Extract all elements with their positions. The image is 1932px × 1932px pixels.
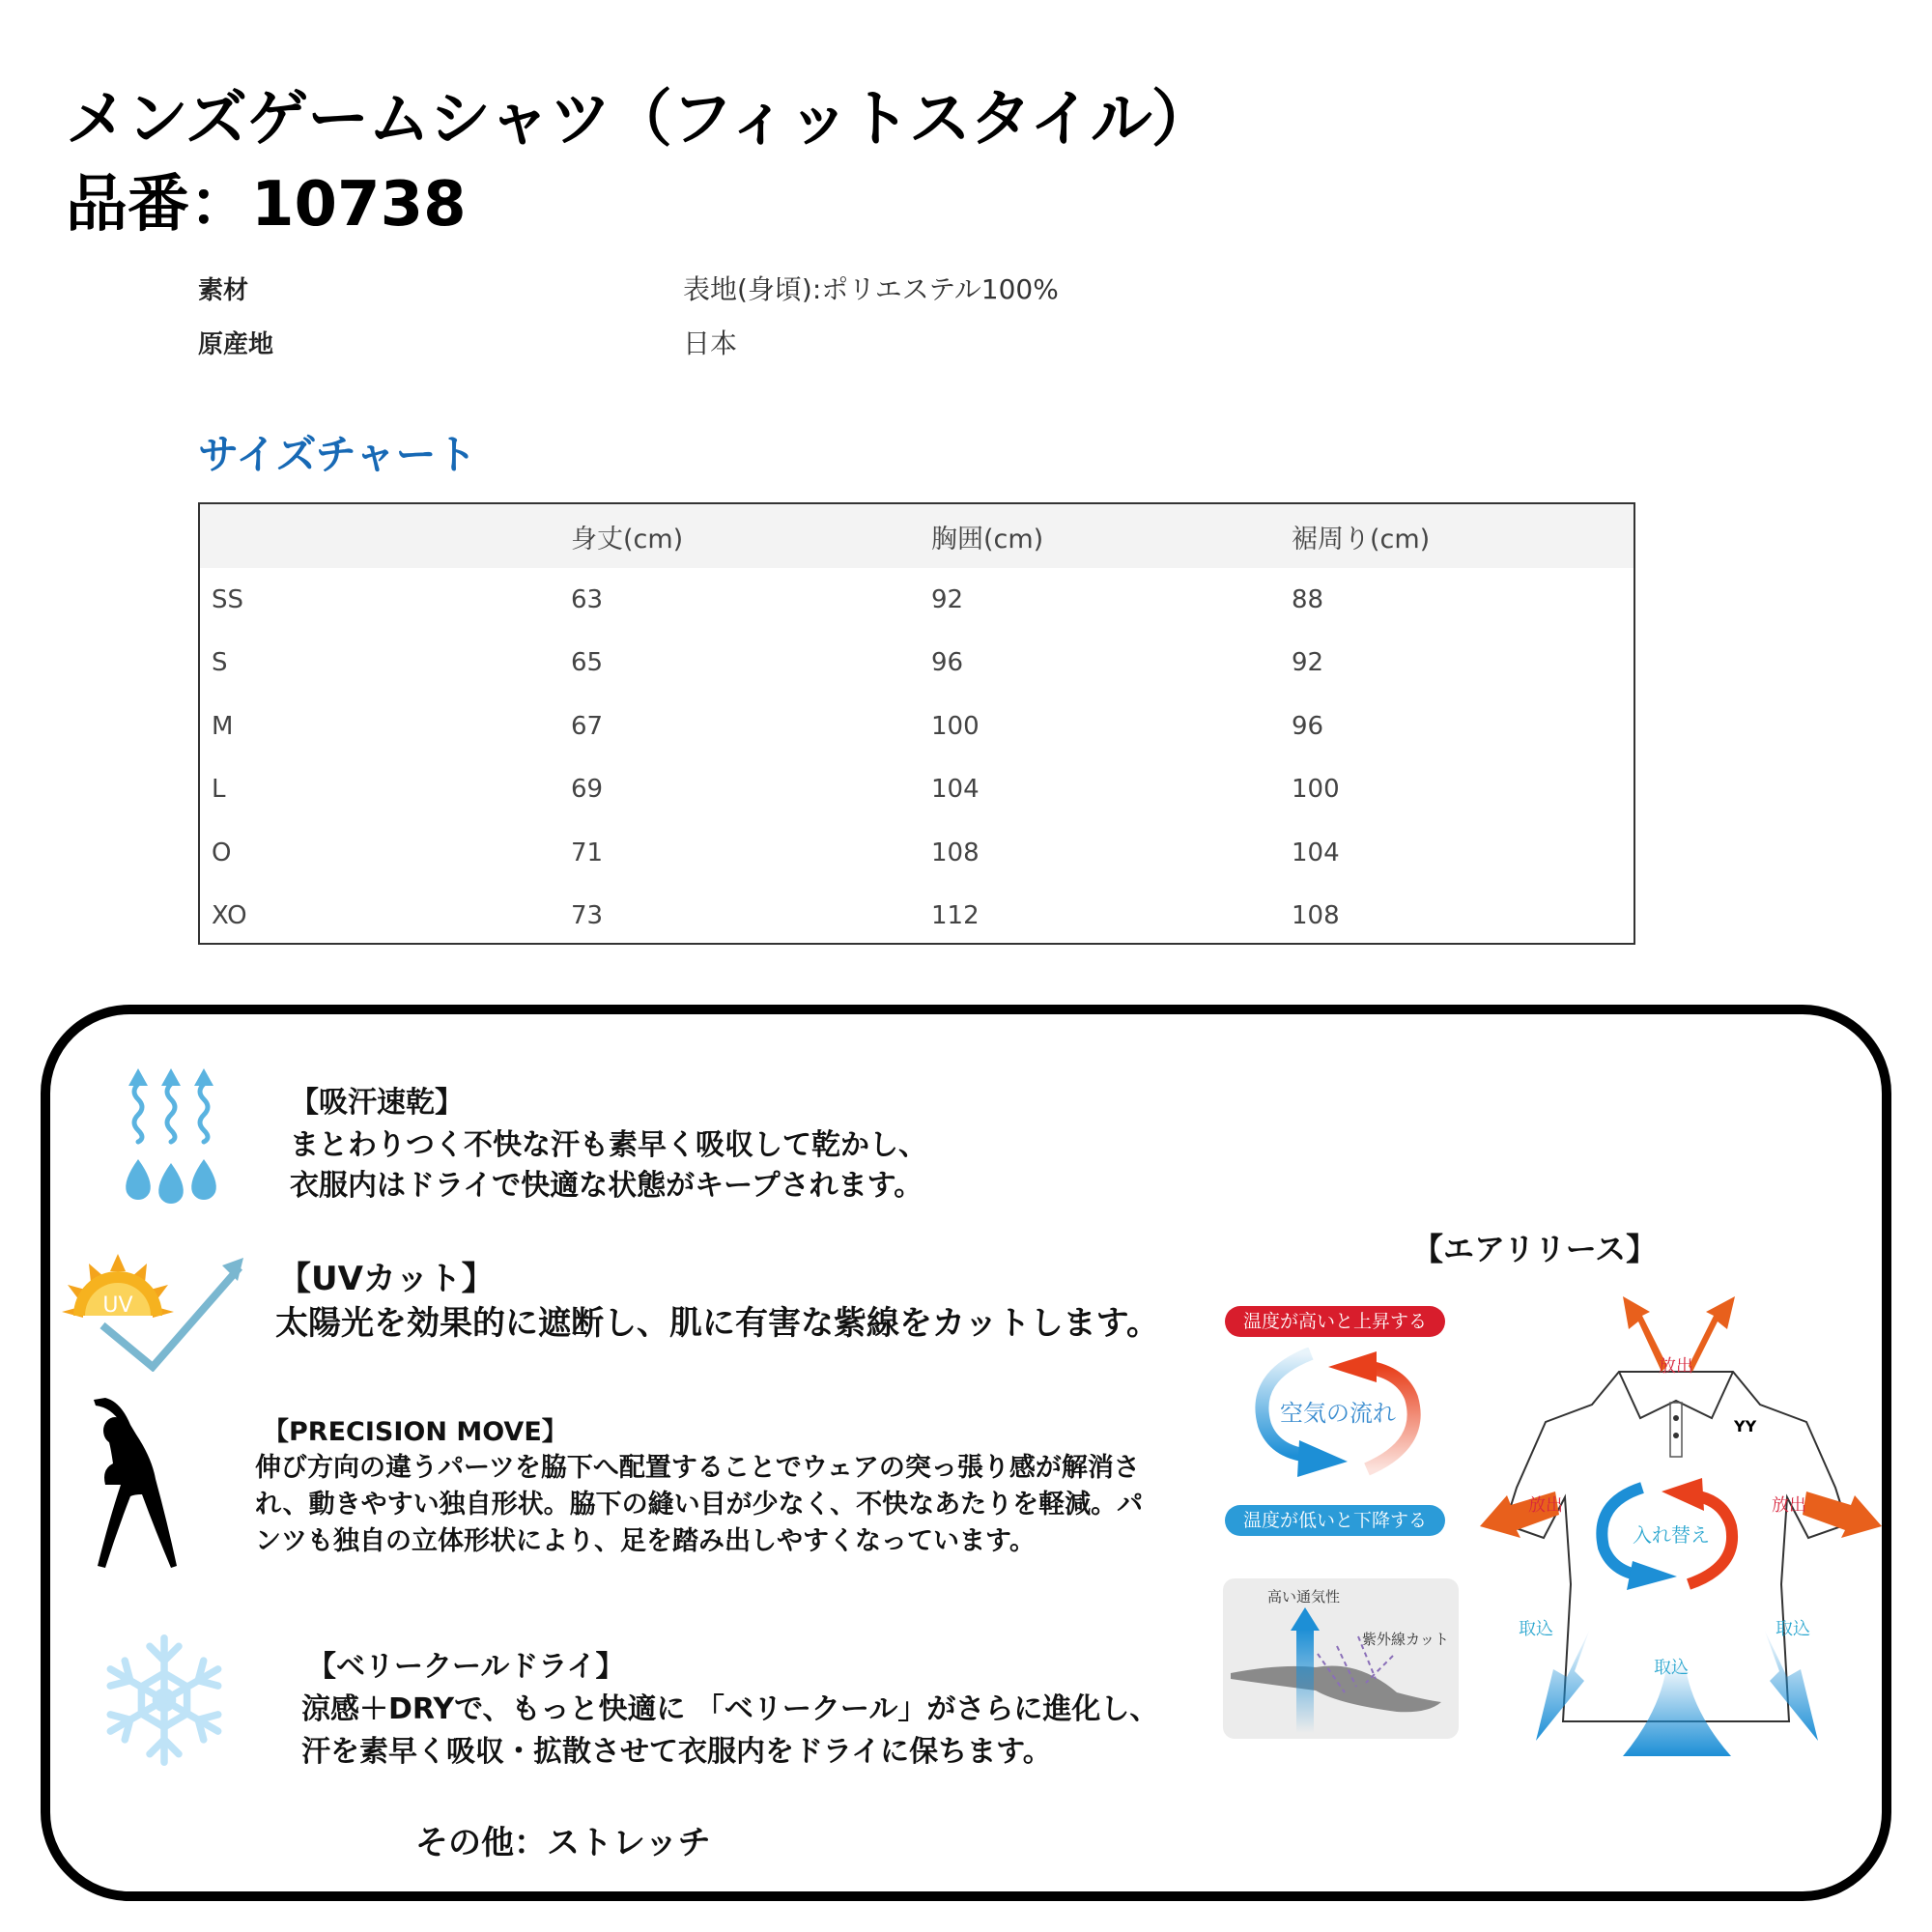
fall-label-pill: 温度が低いと下降する bbox=[1225, 1505, 1445, 1536]
table-row bbox=[200, 821, 1634, 885]
table-cell: 69 bbox=[571, 775, 604, 805]
spec-label-origin: 原産地 bbox=[198, 330, 274, 359]
spec-label-material: 素材 bbox=[198, 276, 249, 305]
table-cell: 104 bbox=[931, 775, 980, 805]
table-row bbox=[200, 695, 1634, 758]
uv-cut-label: 紫外線カット bbox=[1362, 1631, 1449, 1648]
table-cell: 108 bbox=[1292, 901, 1340, 931]
product-number: 品番：10738 bbox=[66, 169, 467, 241]
feature-text: 太陽光を効果的に遮断し、肌に有害な紫線をカットします。 bbox=[275, 1304, 1159, 1343]
feature-text: 涼感＋DRYで、もっと快適に 「ベリークール」がさらに進化し、 bbox=[301, 1692, 1159, 1726]
column-header-chest: 胸囲(cm) bbox=[920, 504, 1280, 568]
feature-text: 汗を素早く吸収・拡散させて衣服内をドライに保ちます。 bbox=[301, 1735, 1052, 1769]
table-cell: 100 bbox=[931, 711, 980, 741]
stretching-figure-icon bbox=[92, 1396, 208, 1579]
table-cell: 63 bbox=[571, 584, 604, 614]
air-release-title: 【エアリリース】 bbox=[1412, 1231, 1658, 1267]
intake-label-bottom: 取込 bbox=[1654, 1658, 1689, 1678]
airflow-label: 空気の流れ bbox=[1280, 1400, 1396, 1427]
release-label-top: 放出 bbox=[1659, 1356, 1693, 1377]
table-cell: 96 bbox=[931, 648, 964, 678]
table-cell: 112 bbox=[931, 901, 980, 931]
size-chart-heading: サイズチャート bbox=[198, 431, 477, 478]
table-cell: 92 bbox=[1292, 648, 1324, 678]
rise-label-pill: 温度が高いと上昇する bbox=[1225, 1306, 1445, 1337]
feature-text: 伸び方向の違うパーツを脇下へ配置することでウェアの突っ張り感が解消さ bbox=[255, 1453, 1140, 1483]
table-row bbox=[200, 758, 1634, 822]
table-cell: XO bbox=[212, 901, 247, 931]
table-cell: SS bbox=[212, 584, 244, 614]
feature-title-precision-move: 【PRECISION MOVE】 bbox=[263, 1417, 568, 1447]
exchange-label: 入れ替え bbox=[1633, 1523, 1710, 1547]
spec-value-origin: 日本 bbox=[683, 327, 738, 359]
sweat-absorb-icon bbox=[121, 1063, 227, 1208]
table-row bbox=[200, 885, 1634, 949]
table-cell: L bbox=[212, 775, 226, 805]
feature-text: れ、動きやすい独自形状。脇下の縫い目が少なく、不快なあたりを軽減。パ bbox=[255, 1490, 1144, 1520]
table-cell: 73 bbox=[571, 901, 604, 931]
size-chart-table bbox=[198, 502, 1635, 945]
shirt-airflow-diagram bbox=[1478, 1294, 1884, 1758]
table-cell: 108 bbox=[931, 838, 980, 867]
table-cell: 96 bbox=[1292, 711, 1324, 741]
table-header-row bbox=[200, 504, 1634, 568]
svg-text:YY: YY bbox=[1734, 1417, 1757, 1435]
airflow-cycle-icon bbox=[1241, 1348, 1435, 1483]
table-cell: 71 bbox=[571, 838, 604, 867]
table-cell: M bbox=[212, 711, 234, 741]
table-cell: S bbox=[212, 648, 228, 678]
fabric-illustration bbox=[1223, 1578, 1459, 1739]
feature-text: ンツも独自の立体形状により、足を踏み出しやすくなっています。 bbox=[255, 1526, 1036, 1556]
other-features: その他：ストレッチ bbox=[415, 1824, 711, 1862]
table-cell: 65 bbox=[571, 648, 604, 678]
release-label-left: 放出 bbox=[1528, 1495, 1563, 1516]
page-title: メンズゲームシャツ（フィットスタイル） bbox=[66, 84, 1212, 156]
table-row bbox=[200, 568, 1634, 632]
feature-text: 衣服内はドライで快適な状態がキープされます。 bbox=[290, 1169, 923, 1203]
column-header-length: 身丈(cm) bbox=[559, 504, 920, 568]
spec-value-material: 表地(身頃):ポリエステル100% bbox=[683, 273, 1059, 305]
table-cell: 88 bbox=[1292, 584, 1324, 614]
feature-title-sweat: 【吸汗速乾】 bbox=[290, 1086, 464, 1120]
snowflake-icon bbox=[92, 1633, 237, 1768]
table-cell: 92 bbox=[931, 584, 964, 614]
breathability-label: 高い通気性 bbox=[1267, 1588, 1341, 1605]
feature-title-very-cool-dry: 【ベリークールドライ】 bbox=[307, 1650, 625, 1684]
uv-text: UV bbox=[102, 1293, 133, 1318]
release-label-right: 放出 bbox=[1772, 1495, 1806, 1516]
table-row bbox=[200, 632, 1634, 696]
column-header-hem: 裾周り(cm) bbox=[1280, 504, 1634, 568]
table-cell: 100 bbox=[1292, 775, 1340, 805]
feature-title-uv: 【UVカット】 bbox=[278, 1260, 495, 1298]
intake-label-left: 取込 bbox=[1519, 1619, 1553, 1639]
uv-cut-icon bbox=[60, 1246, 253, 1372]
intake-label-right: 取込 bbox=[1776, 1619, 1810, 1639]
feature-text: まとわりつく不快な汗も素早く吸収して乾かし、 bbox=[290, 1128, 927, 1162]
column-header-size bbox=[200, 504, 559, 568]
fabric-panel bbox=[1223, 1578, 1459, 1739]
table-cell: 104 bbox=[1292, 838, 1340, 867]
table-cell: O bbox=[212, 838, 232, 867]
table-cell: 67 bbox=[571, 711, 604, 741]
